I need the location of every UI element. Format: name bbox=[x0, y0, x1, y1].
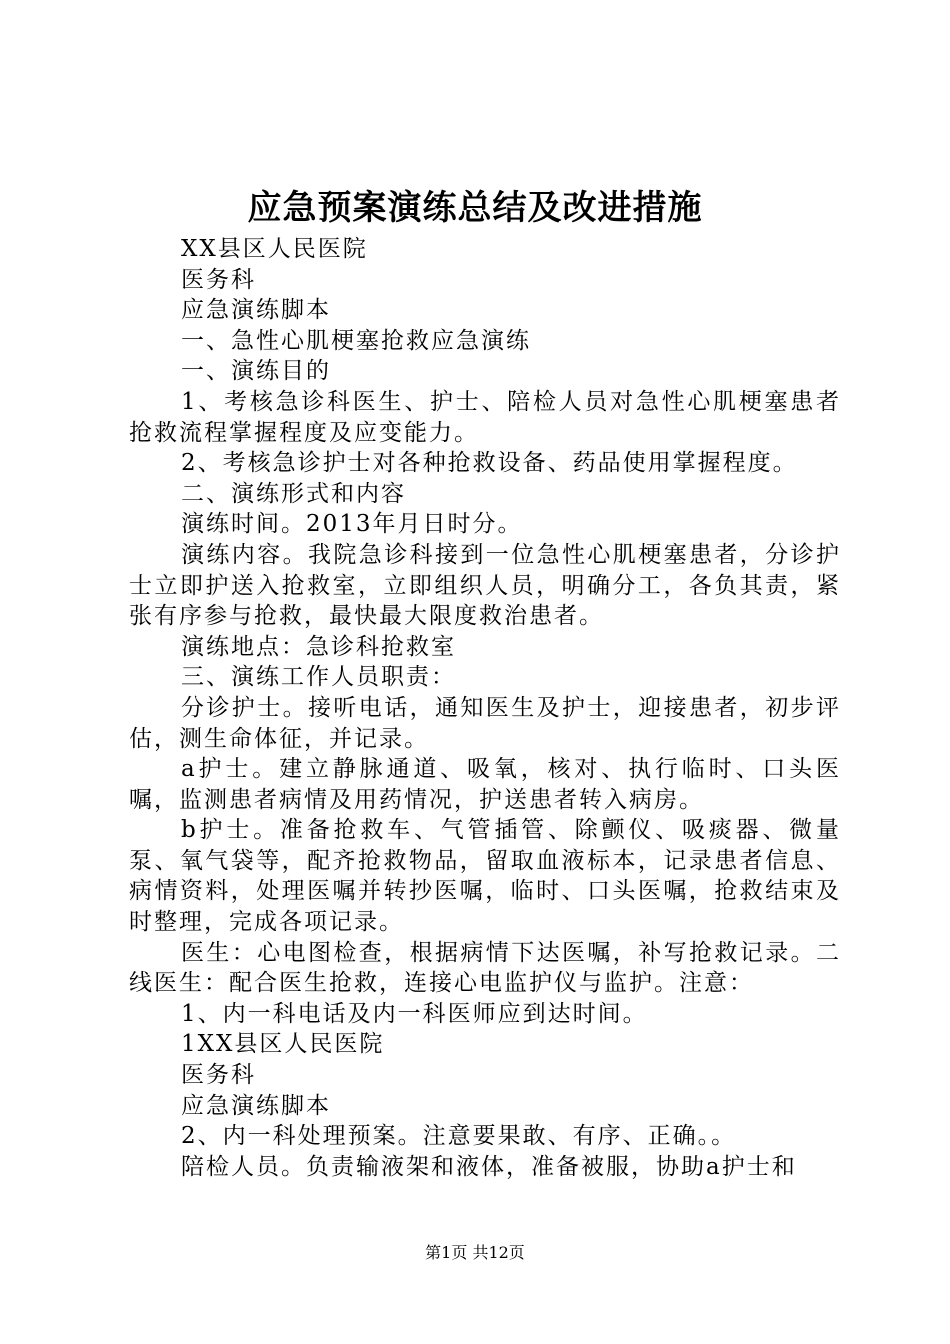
paragraph: 演练内容。我院急诊科接到一位急性心肌梗塞患者，分诊护士立即护送入抢救室，立即组织人员，明确分工，各负其责，紧张有序参与抢救，最快最大限度救治患者。 bbox=[129, 541, 841, 630]
paragraph: 2、考核急诊护士对各种抢救设备、药品使用掌握程度。 bbox=[181, 450, 798, 477]
paragraph: 陪检人员。负责输液架和液体，准备被服，协助a护士和 bbox=[181, 1153, 797, 1180]
paragraph: 应急演练脚本 bbox=[181, 297, 331, 324]
paragraph: a护士。建立静脉通道、吸氧，核对、执行临时、口头医嘱，监测患者病情及用药情况，护送患者转入病房。 bbox=[129, 756, 841, 813]
paragraph: 1、内一科电话及内一科医师应到达时间。 bbox=[181, 1000, 648, 1027]
paragraph: 一、演练目的 bbox=[181, 358, 331, 385]
paragraph: 医务科 bbox=[181, 1062, 256, 1089]
paragraph: 演练地点：急诊科抢救室 bbox=[181, 633, 456, 660]
paragraph: XX县区人民医院 bbox=[181, 236, 368, 262]
paragraph: 1XX县区人民医院 bbox=[181, 1031, 385, 1058]
paragraph: 1、考核急诊科医生、护士、陪检人员对急性心肌梗塞患者抢救流程掌握程度及应变能力。 bbox=[129, 388, 841, 446]
document-title: 应急预案演练总结及改进措施 bbox=[247, 188, 703, 228]
document-body bbox=[129, 234, 841, 1182]
paragraph: 三、演练工作人员职责： bbox=[181, 664, 456, 691]
page-footer: 第1页 共12页 bbox=[425, 1243, 525, 1262]
paragraph: 医生：心电图检查，根据病情下达医嘱，补写抢救记录。二线医生：配合医生抢救，连接心电监护仪与监护。注意： bbox=[129, 939, 841, 997]
paragraph: 演练时间。2013年月日时分。 bbox=[181, 511, 523, 538]
paragraph: b护士。准备抢救车、气管插管、除颤仪、吸痰器、微量泵、氧气袋等，配齐抢救物品，留取血液标本，记录患者信息、病情资料，处理医嘱并转抄医嘱，临时、口头医嘱，抢救结束及时整理，完成各项记录。 bbox=[129, 817, 841, 936]
paragraph: 一、急性心肌梗塞抢救应急演练 bbox=[181, 327, 531, 354]
paragraph: 2、内一科处理预案。注意要果敢、有序、正确。。 bbox=[181, 1123, 737, 1150]
paragraph: 应急演练脚本 bbox=[181, 1092, 331, 1119]
paragraph: 分诊护士。接听电话，通知医生及护士，迎接患者，初步评估，测生命体征，并记录。 bbox=[129, 694, 841, 752]
paragraph: 医务科 bbox=[181, 266, 256, 293]
paragraph: 二、演练形式和内容 bbox=[181, 480, 406, 507]
